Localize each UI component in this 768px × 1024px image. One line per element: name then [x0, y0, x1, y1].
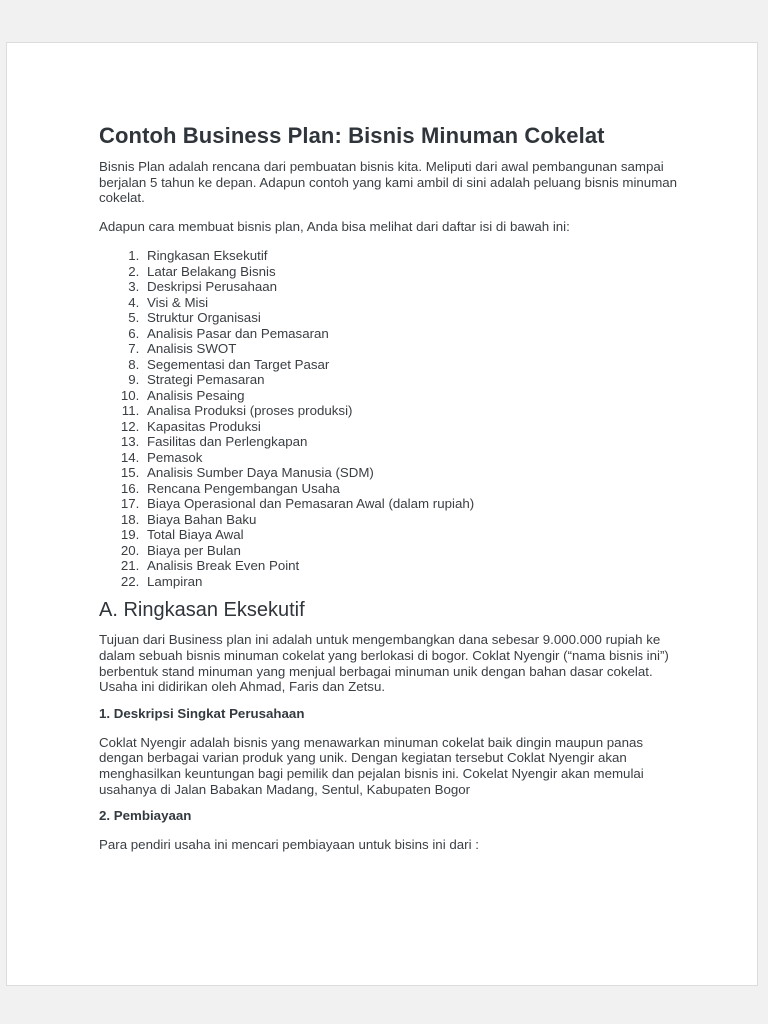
list-item: 2. Latar Belakang Bisnis: [143, 264, 679, 280]
list-item: 1. Ringkasan Eksekutif: [143, 248, 679, 264]
table-of-contents: [99, 248, 679, 589]
list-item: 16. Rencana Pengembangan Usaha: [143, 481, 679, 497]
list-item: 6. Analisis Pasar dan Pemasaran: [143, 326, 679, 342]
list-item: 7. Analisis SWOT: [143, 341, 679, 357]
document-title: Contoh Business Plan: Bisnis Minuman Cokelat: [99, 123, 605, 148]
subsection-2-paragraph: Para pendiri usaha ini mencari pembiayaan untuk bisins ini dari :: [99, 837, 479, 853]
list-item: 3. Deskripsi Perusahaan: [143, 279, 679, 295]
list-item: 18. Biaya Bahan Baku: [143, 512, 679, 528]
list-item: 10. Analisis Pesaing: [143, 388, 679, 404]
list-item: 19. Total Biaya Awal: [143, 527, 679, 543]
list-item: 20. Biaya per Bulan: [143, 543, 679, 559]
intro-paragraph: Bisnis Plan adalah rencana dari pembuatan bisnis kita. Meliputi dari awal pembangunan sampai berjalan 5 tahun ke depan. Adapun contoh yang kami ambil di sini adalah peluang bisnis minuman cokelat.: [99, 159, 678, 206]
subsection-1-paragraph: Coklat Nyengir adalah bisnis yang menawarkan minuman cokelat baik dingin maupun panas dengan berbagai varian produk yang unik. Dengan kegiatan tersebut Coklat Nyengir akan menghasilkan keuntungan bagi pemilik dan pejalan bisnis ini. Cokelat Nyengir akan memulai usahanya di Jalan Babakan Madang, Sentul, Kabupaten Bogor: [99, 734, 644, 797]
document-page: [6, 42, 758, 986]
list-item: 5. Struktur Organisasi: [143, 310, 679, 326]
list-intro-paragraph: Adapun cara membuat bisnis plan, Anda bisa melihat dari daftar isi di bawah ini:: [99, 218, 570, 234]
document-content: [99, 123, 679, 864]
list-item: 11. Analisa Produksi (proses produksi): [143, 403, 679, 419]
list-item: 13. Fasilitas dan Perlengkapan: [143, 434, 679, 450]
subsection-1-heading: 1. Deskripsi Singkat Perusahaan: [99, 705, 305, 721]
list-item: 17. Biaya Operasional dan Pemasaran Awal (dalam rupiah): [143, 496, 679, 512]
list-item: 15. Analisis Sumber Daya Manusia (SDM): [143, 465, 679, 481]
list-item: 21. Analisis Break Even Point: [143, 558, 679, 574]
list-item: 12. Kapasitas Produksi: [143, 419, 679, 435]
section-a-paragraph: Tujuan dari Business plan ini adalah untuk mengembangkan dana sebesar 9.000.000 rupiah ke dalam sebuah bisnis minuman cokelat yang berlokasi di bogor. Coklat Nyengir (“nama bisnis ini”) berbentuk stand minuman yang menjual berbagai minuman unik dengan bahan dasar cokelat. Usaha ini didirikan oleh Ahmad, Faris dan Zetsu.: [99, 632, 669, 695]
section-a-heading: A. Ringkasan Eksekutif: [99, 599, 305, 622]
list-item: 8. Segementasi dan Target Pasar: [143, 357, 679, 373]
list-item: 22. Lampiran: [143, 574, 679, 590]
subsection-2-heading: 2. Pembiayaan: [99, 808, 192, 824]
list-item: 9. Strategi Pemasaran: [143, 372, 679, 388]
list-item: 4. Visi & Misi: [143, 295, 679, 311]
list-item: 14. Pemasok: [143, 450, 679, 466]
